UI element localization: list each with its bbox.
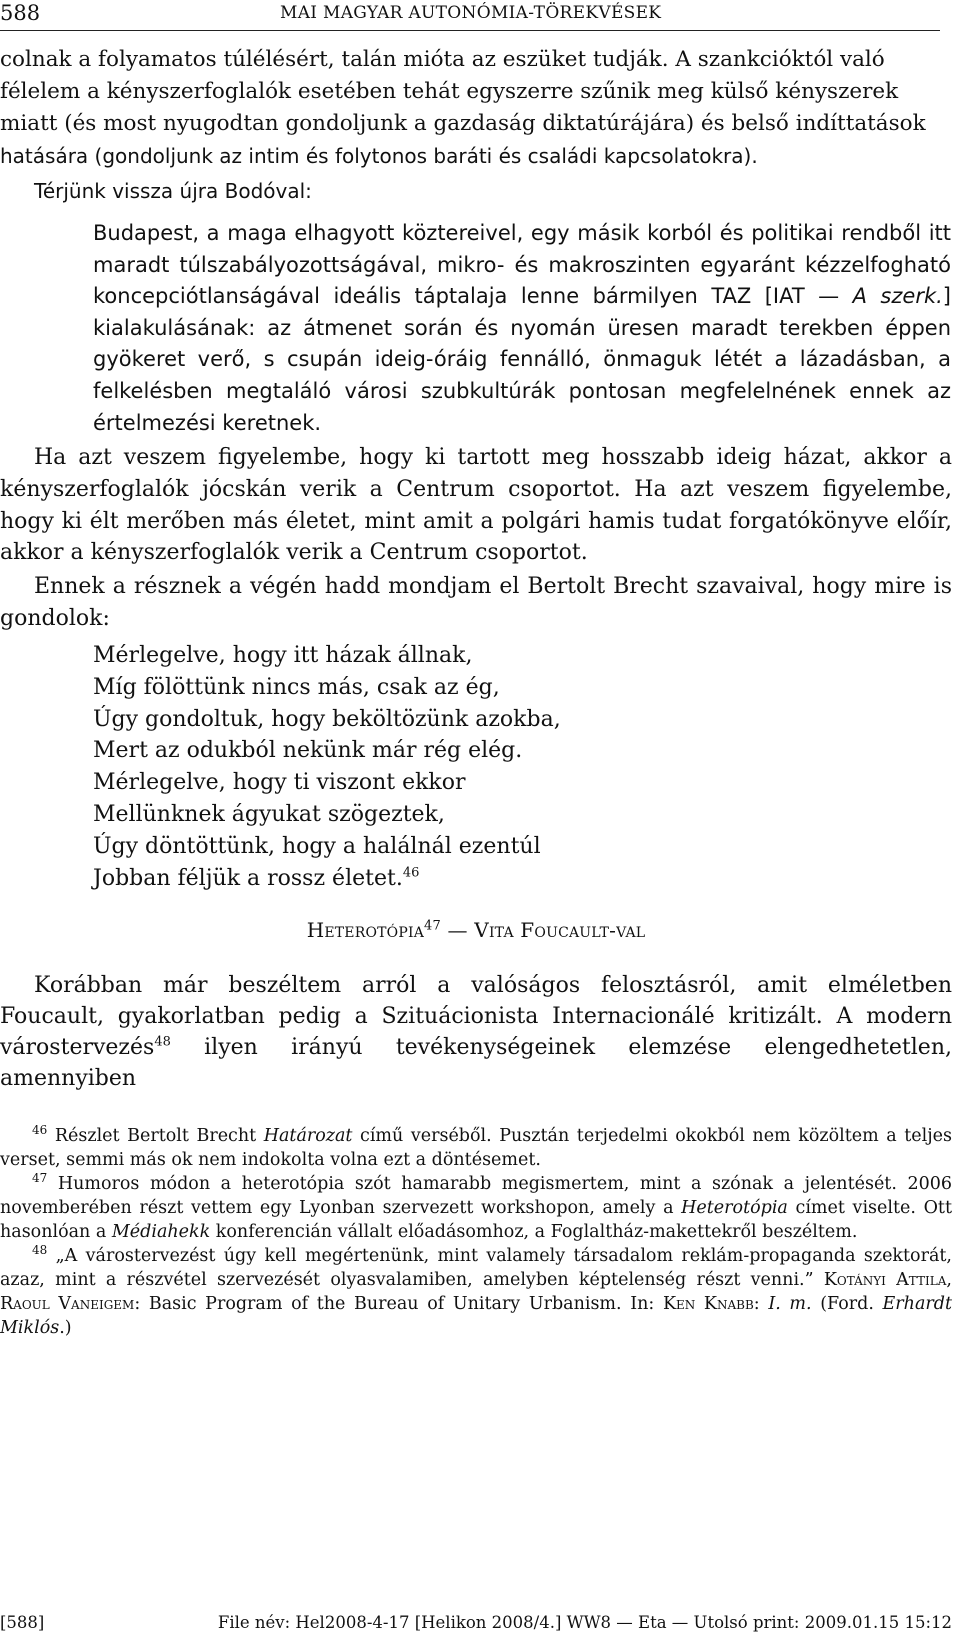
running-title: MAI MAGYAR AUTONÓMIA-TÖREKVÉSEK — [280, 3, 662, 23]
footnote-mark: 48 — [32, 1243, 48, 1258]
footnote-text: „A várostervezést úgy kell megértenünk, mint valamely társadalom reklám-propaganda szektorát, azaz, mint a részvétel szervezését olyasvalamiben, amelyben képtelenség részt venni.” — [0, 1246, 952, 1290]
footnote-sep: : — [753, 1294, 769, 1314]
footnote-text: : Basic Program of the Bureau of Unitary Urbanism. In: — [134, 1294, 663, 1314]
footnote-text: című verséből. Pusztán terjedelmi okokból nem közöltem a teljes verset, semmi más ok nem indokolta volna ezt a döntésemet. — [0, 1126, 952, 1170]
header-rule — [0, 30, 940, 31]
footnote-mark: 47 — [32, 1171, 48, 1186]
footnote-italic: I. m. — [768, 1294, 812, 1314]
footnote-ref[interactable]: 46 — [402, 865, 420, 881]
paragraph — [0, 970, 952, 1094]
block-quote — [93, 218, 951, 439]
verse-line: Jobban féljük a rossz életet. — [93, 865, 403, 891]
footnote — [0, 1172, 952, 1244]
footnote-author: Kotányi Attila — [823, 1270, 947, 1290]
quote-italic: A szerk. — [852, 284, 943, 309]
paragraph-continued — [0, 44, 952, 173]
paragraph-line: félelem a kényszerfoglalók esetében tehát egyszerre szűnik meg külső kényszerek — [0, 79, 899, 104]
page-footer — [0, 1612, 960, 1642]
paragraph-line: hatására (gondoljunk az intim és folytonos baráti és családi kapcsolatokra). — [0, 144, 758, 168]
footnote-italic: Határozat — [263, 1126, 353, 1146]
verse-line: Míg fölöttünk nincs más, csak az ég, — [93, 674, 500, 700]
footnotes — [0, 1124, 952, 1340]
footnote-text: Részlet Bertolt Brecht — [47, 1126, 264, 1146]
footnote-italic: Heterotópia — [681, 1198, 788, 1218]
footnote-author: Raoul Vaneigem — [0, 1294, 135, 1314]
footnote-text: címet viselte. Ott hasonlóan a — [0, 1198, 952, 1242]
paragraph: Ennek a résznek a végén hadd mondjam el Bertolt Brecht szavaival, hogy mire is gondolok: — [0, 574, 952, 631]
footnote-text: (Ford. — [811, 1294, 883, 1314]
paragraph-text: ilyen irányú tevékenységeinek elemzése elengedhetetlen, amennyiben — [0, 1035, 952, 1091]
verse-line: Mérlegelve, hogy ti viszont ekkor — [93, 770, 466, 796]
verse-line: Mérlegelve, hogy itt házak állnak, — [93, 643, 473, 668]
footnote-mark: 46 — [32, 1123, 48, 1138]
section-heading — [0, 916, 952, 944]
heading-part: Heterotópia — [306, 918, 425, 942]
footnote — [0, 1244, 952, 1340]
footnote-author: Ken Knabb — [662, 1294, 754, 1314]
footer-page-number: [588] — [0, 1613, 45, 1632]
footnote-italic: Médiahekk — [111, 1222, 211, 1242]
verse-line-last — [93, 863, 561, 895]
footer-file-info: File név: Hel2008-4-17 [Helikon 2008/4.] WW8 — Eta — Utolsó print: 2009.01.15 15:12 — [217, 1613, 952, 1632]
verse-line: Úgy döntöttünk, hogy a halálnál ezentúl — [93, 833, 541, 859]
paragraph-line: miatt (és most nyugodtan gondoljunk a gazdaság diktatúrájára) és belső indíttatások — [0, 111, 926, 136]
heading-dash: — — [440, 918, 475, 942]
heading-part: Vita Foucault-val — [474, 918, 646, 942]
footnote-sep: , — [946, 1270, 952, 1290]
footnote-text: .) — [59, 1318, 72, 1338]
footnote-text: konferencián vállalt előadásomhoz, a Foglaltház-makettekről beszéltem. — [210, 1222, 858, 1242]
quote-text-rest: ] kialakulásának: az átmenet során és nyomán üresen maradt terekben éppen gyökeret verő, s csupán ideig-óráig fennálló, önmaguk létét a lázadásban, a felkelésben megtaláló városi szubkultúrák pontosan megfelelnének ennek az értelmezési keretnek. — [93, 284, 951, 435]
verse-line: Úgy gondoltuk, hogy beköltözünk azokba, — [93, 706, 561, 732]
footnote-ref[interactable]: 48 — [154, 1034, 171, 1050]
paragraph: Ha azt veszem figyelembe, hogy ki tartott meg hosszabb ideig házat, akkor a kényszerfoglalók jócskán verik a Centrum csoportot. Ha azt veszem figyelembe, hogy ki élt merőben más életet, mint amit a polgári hamis tudat forgatókönyve előír, akkor a kényszerfoglalók verik a Centrum csoportot. — [0, 445, 952, 566]
verse-line: Mellünknek ágyukat szögeztek, — [93, 801, 445, 827]
footnote-text: Humoros módon a heterotópia szót hamarabb megismertem, mint a szónak a jelentését. 2006 novemberében részt vettem egy Lyonban szervezett workshopon, amely a — [0, 1174, 952, 1218]
paragraph-text: Korábban már beszéltem arról a valóságos felosztásról, amit elméletben Foucault, gyakorlatban pedig a Szituácionista Internacionálé kritizált. A modern várostervezés — [0, 973, 952, 1060]
verse-line: Mert az odukból nekünk már rég elég. — [93, 738, 523, 764]
paragraph-line: colnak a folyamatos túlélésért, talán mióta az eszüket tudják. A szankcióktól való — [0, 47, 885, 72]
footnote-ref[interactable]: 47 — [424, 918, 441, 934]
page-number: 588 — [0, 1, 41, 25]
footnote — [0, 1124, 952, 1172]
verse-block — [93, 640, 561, 894]
footnote-italic: Erhardt Miklós — [0, 1294, 952, 1338]
paragraph-intro-quote: Térjünk vissza újra Bodóval: — [34, 179, 312, 203]
quote-text: Budapest, a maga elhagyott köztereivel, egy másik korból és politikai rendből itt maradt túlszabályozottságával, mikro- és makroszinten egyaránt kézzelfogható koncepciótlanságával ideális táptalaja lenne bármilyen TAZ [IAT — — [93, 221, 951, 309]
running-header — [0, 0, 960, 26]
